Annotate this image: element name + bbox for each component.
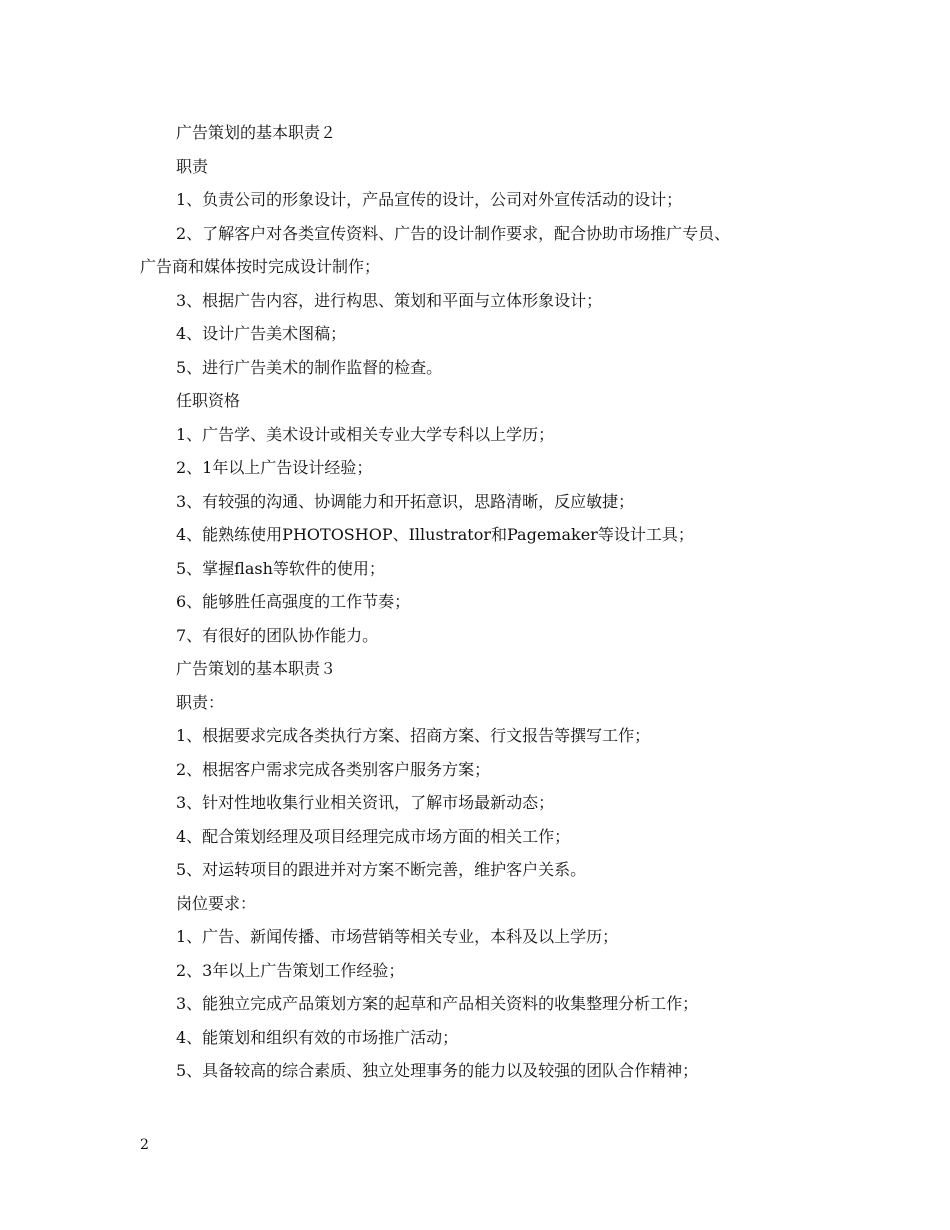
text-line: 4、设计广告美术图稿； [176, 324, 347, 343]
text-line: 广告商和媒体按时完成设计制作； [140, 257, 381, 276]
text-line: 3、根据广告内容，进行构思、策划和平面与立体形象设计； [176, 290, 603, 310]
document-body [140, 116, 830, 1088]
text-line: 3、针对性地收集行业相关资讯，了解市场最新动态； [176, 793, 555, 812]
text-line: 1、广告学、美术设计或相关专业大学专科以上学历； [176, 424, 555, 444]
text-line: 2、根据客户需求完成各类别客户服务方案； [176, 759, 491, 779]
text-line: 2、了解客户对各类宣传资料、广告的设计制作要求，配合协助市场推广专员、 [176, 223, 731, 243]
text-line: 7、有很好的团队协作能力。 [176, 625, 379, 645]
text-line: 1、负责公司的形象设计，产品宣传的设计，公司对外宣传活动的设计； [176, 190, 683, 209]
text-line: 岗位要求： [176, 893, 257, 913]
text-line: 3、能独立完成产品策划方案的起草和产品相关资料的收集整理分析工作； [176, 994, 699, 1013]
text-line: 2、3年以上广告策划工作经验； [176, 960, 405, 980]
text-line: 5、掌握flash等软件的使用； [176, 558, 385, 578]
text-line: 广告策划的基本职责３ [176, 659, 337, 678]
text-line: 1、根据要求完成各类执行方案、招商方案、行文报告等撰写工作； [176, 726, 651, 745]
page-number: 2 [140, 1137, 149, 1153]
text-line: 6、能够胜任高强度的工作节奏； [176, 592, 411, 611]
text-line: 职责 [176, 156, 209, 176]
text-line: 职责： [176, 692, 225, 712]
text-line: 5、对运转项目的跟进并对方案不断完善，维护客户关系。 [176, 860, 587, 879]
text-line: 4、配合策划经理及项目经理完成市场方面的相关工作； [176, 826, 571, 846]
text-line: 1、广告、新闻传播、市场营销等相关专业，本科及以上学历； [176, 927, 619, 946]
text-line: 广告策划的基本职责２ [176, 123, 337, 142]
text-line: 5、具备较高的综合素质、独立处理事务的能力以及较强的团队合作精神； [176, 1061, 699, 1080]
text-line: 2、1年以上广告设计经验； [176, 458, 373, 477]
text-line: 5、进行广告美术的制作监督的检查。 [176, 357, 443, 377]
text-line: 任职资格 [176, 391, 241, 410]
text-line: 4、能策划和组织有效的市场推广活动； [176, 1027, 459, 1047]
text-line: 4、能熟练使用PHOTOSHOP、Illustrator和Pagemaker等设计工具； [176, 525, 694, 544]
text-line: 3、有较强的沟通、协调能力和开拓意识，思路清晰，反应敏捷； [176, 491, 635, 511]
